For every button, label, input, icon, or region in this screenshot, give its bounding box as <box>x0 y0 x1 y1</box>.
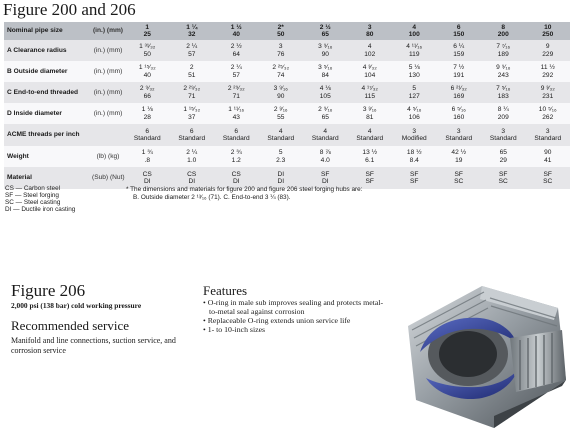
material-legend <box>5 185 75 213</box>
table-cell: 10 ⁵⁄₁₆ 262 <box>526 103 571 124</box>
table-cell: 2 ¼ 57 <box>214 61 259 82</box>
size-header: 2 ½ 65 <box>303 22 348 40</box>
table-cell: 1 ¹¹⁄₁₆ 43 <box>214 103 259 124</box>
row-unit: (Sub) (Nut) <box>91 167 125 189</box>
table-cell: 2 ¾ 1.2 <box>214 146 259 167</box>
table-cell: SF SC <box>437 167 482 189</box>
table-cell: SF SF <box>348 167 393 189</box>
table-cell: 2 ¼ 57 <box>170 40 215 61</box>
features-heading: Features <box>203 283 248 298</box>
table-row <box>4 40 570 61</box>
legend-sf: SF — Steel forging <box>5 192 59 199</box>
table-cell: SF SC <box>481 167 526 189</box>
footnote-line-1: * The dimensions and materials for figure 200 and figure 206 steel forging hubs are: <box>126 186 363 193</box>
table-row <box>4 124 570 146</box>
spec-table <box>4 22 570 189</box>
table-cell: 7 ⁷⁄₁₆ 189 <box>481 40 526 61</box>
table-cell: 1 ¹⁵⁄₃₂ 37 <box>170 103 215 124</box>
header-unit: (in.) (mm) <box>91 22 125 40</box>
table-cell: 4 Standard <box>303 124 348 146</box>
table-cell: 2 ²⁹⁄₃₂ 71 <box>214 82 259 103</box>
size-header: 1 ¼ 32 <box>170 22 215 40</box>
table-cell: 5 ⅛ 130 <box>392 61 437 82</box>
table-cell: 2 ½ 64 <box>214 40 259 61</box>
table-cell: 42 ½ 19 <box>437 146 482 167</box>
footnote <box>126 186 362 201</box>
table-cell: 7 ½ 191 <box>437 61 482 82</box>
table-cell: 4 ⁵⁄₁₆ 106 <box>392 103 437 124</box>
row-label: B Outside diameter <box>4 61 91 82</box>
union-cutaway-illustration <box>390 268 574 433</box>
recommended-service-body: Manifold and line connections, suction service, and corrosion service <box>11 336 176 355</box>
table-row <box>4 82 570 103</box>
row-label: A Clearance radius <box>4 40 91 61</box>
feature-item: • O-ring in male sub improves sealing and protects metal-to-metal seal against corrosion <box>203 298 384 316</box>
table-cell: CS DI <box>170 167 215 189</box>
table-row <box>4 103 570 124</box>
row-label: Weight <box>4 146 91 167</box>
row-unit: (in.) (mm) <box>91 61 125 82</box>
legend-di: DI — Ductile iron casting <box>5 206 76 213</box>
row-label: ACME threads per inch <box>4 124 91 146</box>
table-cell: 6 Standard <box>214 124 259 146</box>
table-cell: 1 ⅛ 28 <box>125 103 170 124</box>
row-unit: (in.) (mm) <box>91 103 125 124</box>
table-cell: 2 51 <box>170 61 215 82</box>
figure-206-heading: Figure 206 <box>11 281 86 300</box>
table-cell: 3 ⁹⁄₁₆ 90 <box>259 82 304 103</box>
table-cell: 3 76 <box>259 40 304 61</box>
page-title: Figure 200 and 206 <box>3 0 136 19</box>
row-unit: (in.) (mm) <box>91 40 125 61</box>
table-cell: 6 ¼ 159 <box>437 40 482 61</box>
table-cell: 1 ¾ .8 <box>125 146 170 167</box>
legend-cs: CS — Carbon steel <box>5 185 61 192</box>
table-cell: 3 Standard <box>437 124 482 146</box>
table-cell: 1 ³¹⁄₃₂ 50 <box>125 40 170 61</box>
table-cell: SF SF <box>392 167 437 189</box>
table-cell: 3 Modified <box>392 124 437 146</box>
table-cell: 4 Standard <box>348 124 393 146</box>
table-cell: 4 Standard <box>259 124 304 146</box>
table-cell: 9 ⁹⁄₁₆ 243 <box>481 61 526 82</box>
table-row <box>4 61 570 82</box>
table-cell: 7 ⁵⁄₁₆ 183 <box>481 82 526 103</box>
table-cell: 4 ⅛ 105 <box>303 82 348 103</box>
table-cell: 2 ³⁄₁₆ 55 <box>259 103 304 124</box>
table-cell: 13 ½ 6.1 <box>348 146 393 167</box>
table-cell: 2 ²⁵⁄₃₂ 74 <box>259 61 304 82</box>
table-cell: 5 127 <box>392 82 437 103</box>
table-cell: 6 ²¹⁄₃₂ 169 <box>437 82 482 103</box>
header-label: Nominal pipe size <box>4 22 91 40</box>
union-cutaway-image <box>390 268 574 433</box>
size-header: 8 200 <box>481 22 526 40</box>
table-cell: 90 41 <box>526 146 571 167</box>
row-unit: (lb) (kg) <box>91 146 125 167</box>
table-cell: SF DI <box>303 167 348 189</box>
table-row <box>4 146 570 167</box>
size-header: 2* 50 <box>259 22 304 40</box>
table-cell: 4 ³⁄₃₂ 104 <box>348 61 393 82</box>
table-cell: 2 ²⁹⁄₃₂ 71 <box>170 82 215 103</box>
recommended-service-heading: Recommended service <box>11 318 130 333</box>
table-cell: 4 ¹¹⁄₁₆ 119 <box>392 40 437 61</box>
row-label: Material <box>4 167 91 189</box>
table-cell: 18 ½ 8.4 <box>392 146 437 167</box>
table-cell: 3 Standard <box>526 124 571 146</box>
table-cell: CS DI <box>125 167 170 189</box>
row-unit <box>91 124 125 146</box>
feature-item: • 1- to 10-inch sizes <box>203 325 266 334</box>
table-cell: 6 Standard <box>125 124 170 146</box>
features-list <box>203 298 388 334</box>
size-header: 4 100 <box>392 22 437 40</box>
size-header: 1 25 <box>125 22 170 40</box>
table-cell: 2 ⁹⁄₃₂ 66 <box>125 82 170 103</box>
table-cell: 9 229 <box>526 40 571 61</box>
pressure-rating: 2,000 psi (138 bar) cold working pressure <box>11 301 142 310</box>
table-cell: 3 ³⁄₁₆ 81 <box>348 103 393 124</box>
table-cell: 1 ¹⁵⁄₃₂ 40 <box>125 61 170 82</box>
table-cell: 6 Standard <box>170 124 215 146</box>
table-cell: 3 Standard <box>481 124 526 146</box>
table-cell: 3 ⁵⁄₁₆ 84 <box>303 61 348 82</box>
size-header: 10 250 <box>526 22 571 40</box>
size-header: 6 150 <box>437 22 482 40</box>
table-header-row <box>4 22 570 40</box>
table-cell: 8 ⅞ 4.0 <box>303 146 348 167</box>
table-cell: 2 ¼ 1.0 <box>170 146 215 167</box>
table-cell: 11 ½ 292 <box>526 61 571 82</box>
table-cell: 3 ⁹⁄₁₆ 90 <box>303 40 348 61</box>
feature-item: • Replaceable O-ring extends union service life <box>203 316 351 325</box>
table-cell: SF SC <box>526 167 571 189</box>
table-cell: CS DI <box>214 167 259 189</box>
table-cell: 4 102 <box>348 40 393 61</box>
table-cell: 6 ⁵⁄₁₆ 160 <box>437 103 482 124</box>
table-cell: 9 ³⁄₃₂ 231 <box>526 82 571 103</box>
row-unit: (in.) (mm) <box>91 82 125 103</box>
size-header: 1 ½ 40 <box>214 22 259 40</box>
table-cell: 8 ¼ 209 <box>481 103 526 124</box>
row-label: C End-to-end threaded <box>4 82 91 103</box>
table-cell: 4 ¹⁷⁄₃₂ 115 <box>348 82 393 103</box>
table-cell: DI DI <box>259 167 304 189</box>
size-header: 3 80 <box>348 22 393 40</box>
footnote-line-2: B. Outside diameter 2 ¹³⁄₁₆ (71). C. End-to-end 3 ¼ (83). <box>133 193 291 201</box>
row-label: D Inside diameter <box>4 103 91 124</box>
table-cell: 5 2.3 <box>259 146 304 167</box>
table-cell: 65 29 <box>481 146 526 167</box>
table-cell: 2 ⁹⁄₁₆ 65 <box>303 103 348 124</box>
legend-sc: SC — Steel casting <box>5 199 61 206</box>
